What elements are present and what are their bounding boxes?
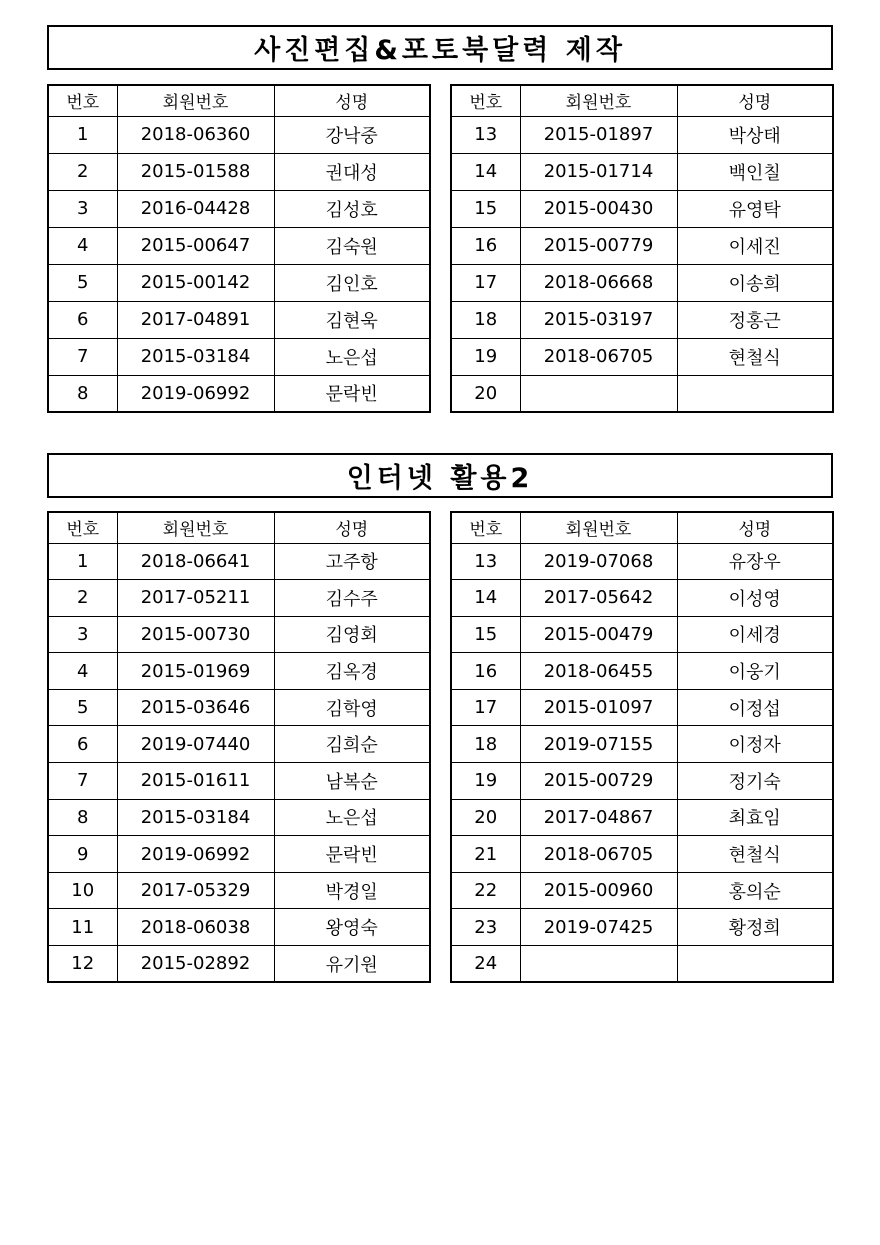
section-title: 인터넷 활용2	[47, 453, 833, 498]
table-row	[451, 301, 833, 338]
cell-name: 유장우	[677, 543, 833, 580]
cell-name: 김희순	[274, 726, 430, 763]
cell-no: 8	[48, 799, 117, 836]
table-row	[451, 264, 833, 301]
table-row	[451, 836, 833, 873]
table-row	[48, 763, 430, 800]
cell-member-id: 2018-06641	[117, 543, 274, 580]
cell-name: 김성호	[274, 190, 430, 227]
cell-member-id: 2018-06705	[520, 836, 677, 873]
table-header-row	[48, 85, 430, 116]
table-row	[451, 227, 833, 264]
cell-no: 5	[48, 689, 117, 726]
cell-member-id: 2015-00430	[520, 190, 677, 227]
cell-name: 노은섭	[274, 799, 430, 836]
cell-no: 4	[48, 653, 117, 690]
header-member-id: 회원번호	[520, 85, 677, 116]
cell-member-id: 2019-07155	[520, 726, 677, 763]
cell-no: 20	[451, 799, 520, 836]
cell-no: 11	[48, 909, 117, 946]
cell-name: 김학영	[274, 689, 430, 726]
cell-member-id: 2015-03184	[117, 799, 274, 836]
roster-table-left	[47, 511, 431, 983]
table-row	[451, 653, 833, 690]
table-header-row	[48, 512, 430, 543]
table-row	[451, 375, 833, 412]
table-row	[451, 116, 833, 153]
roster-table-left	[47, 84, 431, 413]
cell-name: 남복순	[274, 763, 430, 800]
cell-member-id: 2015-00960	[520, 872, 677, 909]
cell-name: 김인호	[274, 264, 430, 301]
cell-member-id: 2015-02892	[117, 946, 274, 983]
cell-member-id: 2015-01897	[520, 116, 677, 153]
header-no: 번호	[451, 85, 520, 116]
cell-member-id: 2017-04867	[520, 799, 677, 836]
header-member-id: 회원번호	[520, 512, 677, 543]
cell-name: 이세진	[677, 227, 833, 264]
cell-member-id: 2017-05329	[117, 872, 274, 909]
cell-name: 최효임	[677, 799, 833, 836]
header-member-id: 회원번호	[117, 85, 274, 116]
cell-name: 강낙중	[274, 116, 430, 153]
cell-name: 김옥경	[274, 653, 430, 690]
cell-name: 문락빈	[274, 375, 430, 412]
cell-member-id: 2019-06992	[117, 375, 274, 412]
header-name: 성명	[274, 85, 430, 116]
cell-no: 5	[48, 264, 117, 301]
table-row	[48, 543, 430, 580]
cell-name: 이세경	[677, 616, 833, 653]
table-row	[48, 946, 430, 983]
cell-no: 16	[451, 653, 520, 690]
cell-name: 김수주	[274, 580, 430, 617]
cell-name: 이웅기	[677, 653, 833, 690]
cell-no: 7	[48, 338, 117, 375]
table-row	[48, 909, 430, 946]
cell-member-id: 2015-00479	[520, 616, 677, 653]
cell-name: 김숙원	[274, 227, 430, 264]
cell-member-id: 2016-04428	[117, 190, 274, 227]
cell-member-id: 2015-03646	[117, 689, 274, 726]
cell-name: 이송희	[677, 264, 833, 301]
table-row	[48, 190, 430, 227]
table-row	[451, 153, 833, 190]
cell-member-id: 2015-00647	[117, 227, 274, 264]
table-row	[451, 543, 833, 580]
cell-member-id: 2017-05642	[520, 580, 677, 617]
cell-name: 이성영	[677, 580, 833, 617]
cell-no: 15	[451, 190, 520, 227]
cell-name: 이정섭	[677, 689, 833, 726]
cell-member-id: 2015-03184	[117, 338, 274, 375]
cell-name: 현철식	[677, 338, 833, 375]
cell-member-id: 2015-03197	[520, 301, 677, 338]
cell-name: 현철식	[677, 836, 833, 873]
cell-name: 왕영숙	[274, 909, 430, 946]
cell-no: 2	[48, 153, 117, 190]
cell-name: 권대성	[274, 153, 430, 190]
cell-no: 1	[48, 543, 117, 580]
table-row	[48, 301, 430, 338]
table-row	[48, 799, 430, 836]
cell-no: 16	[451, 227, 520, 264]
cell-name	[677, 375, 833, 412]
cell-no: 15	[451, 616, 520, 653]
cell-no: 13	[451, 543, 520, 580]
table-header-row	[451, 85, 833, 116]
cell-no: 24	[451, 946, 520, 983]
roster-table-right	[450, 511, 834, 983]
table-row	[48, 338, 430, 375]
cell-no: 17	[451, 264, 520, 301]
cell-member-id: 2017-04891	[117, 301, 274, 338]
cell-member-id: 2018-06360	[117, 116, 274, 153]
table-row	[451, 763, 833, 800]
cell-name: 황정희	[677, 909, 833, 946]
header-no: 번호	[48, 512, 117, 543]
section-title: 사진편집&포토북달력 제작	[47, 25, 833, 70]
cell-no: 20	[451, 375, 520, 412]
table-row	[451, 580, 833, 617]
cell-member-id	[520, 946, 677, 983]
table-row	[48, 264, 430, 301]
cell-name: 노은섭	[274, 338, 430, 375]
cell-name: 김현욱	[274, 301, 430, 338]
cell-no: 6	[48, 301, 117, 338]
cell-name: 문락빈	[274, 836, 430, 873]
cell-member-id: 2018-06455	[520, 653, 677, 690]
cell-name: 박경일	[274, 872, 430, 909]
cell-no: 7	[48, 763, 117, 800]
cell-name: 이정자	[677, 726, 833, 763]
table-row	[48, 653, 430, 690]
header-member-id: 회원번호	[117, 512, 274, 543]
roster-table-right	[450, 84, 834, 413]
cell-member-id: 2015-01714	[520, 153, 677, 190]
table-row	[48, 153, 430, 190]
table-row	[451, 190, 833, 227]
cell-no: 3	[48, 190, 117, 227]
cell-no: 12	[48, 946, 117, 983]
cell-no: 22	[451, 872, 520, 909]
table-row	[451, 799, 833, 836]
cell-member-id: 2015-00142	[117, 264, 274, 301]
cell-member-id: 2018-06668	[520, 264, 677, 301]
cell-name: 고주항	[274, 543, 430, 580]
cell-member-id: 2019-07440	[117, 726, 274, 763]
table-row	[48, 227, 430, 264]
cell-name	[677, 946, 833, 983]
table-row	[48, 116, 430, 153]
table-row	[451, 946, 833, 983]
header-name: 성명	[677, 85, 833, 116]
cell-member-id: 2018-06038	[117, 909, 274, 946]
cell-name: 정기숙	[677, 763, 833, 800]
table-row	[48, 726, 430, 763]
cell-no: 23	[451, 909, 520, 946]
cell-member-id: 2019-06992	[117, 836, 274, 873]
table-row	[48, 580, 430, 617]
cell-no: 9	[48, 836, 117, 873]
cell-member-id: 2015-01969	[117, 653, 274, 690]
cell-no: 6	[48, 726, 117, 763]
header-no: 번호	[48, 85, 117, 116]
cell-no: 1	[48, 116, 117, 153]
cell-no: 17	[451, 689, 520, 726]
cell-no: 21	[451, 836, 520, 873]
cell-no: 18	[451, 726, 520, 763]
table-header-row	[451, 512, 833, 543]
table-row	[48, 872, 430, 909]
cell-name: 유영탁	[677, 190, 833, 227]
cell-no: 14	[451, 580, 520, 617]
header-name: 성명	[274, 512, 430, 543]
cell-no: 19	[451, 763, 520, 800]
table-row	[451, 872, 833, 909]
cell-no: 3	[48, 616, 117, 653]
cell-no: 19	[451, 338, 520, 375]
cell-name: 박상태	[677, 116, 833, 153]
cell-name: 유기원	[274, 946, 430, 983]
header-no: 번호	[451, 512, 520, 543]
cell-no: 10	[48, 872, 117, 909]
cell-member-id: 2015-01588	[117, 153, 274, 190]
table-row	[451, 338, 833, 375]
cell-no: 4	[48, 227, 117, 264]
table-row	[48, 836, 430, 873]
cell-no: 14	[451, 153, 520, 190]
cell-no: 13	[451, 116, 520, 153]
cell-member-id: 2015-00779	[520, 227, 677, 264]
cell-member-id: 2015-01097	[520, 689, 677, 726]
table-row	[451, 689, 833, 726]
table-row	[48, 689, 430, 726]
table-row	[451, 616, 833, 653]
cell-name: 백인칠	[677, 153, 833, 190]
table-row	[451, 726, 833, 763]
cell-no: 2	[48, 580, 117, 617]
cell-member-id: 2015-00730	[117, 616, 274, 653]
cell-name: 정홍근	[677, 301, 833, 338]
header-name: 성명	[677, 512, 833, 543]
cell-name: 김영회	[274, 616, 430, 653]
table-row	[48, 616, 430, 653]
cell-member-id: 2015-01611	[117, 763, 274, 800]
cell-member-id: 2017-05211	[117, 580, 274, 617]
table-row	[451, 909, 833, 946]
cell-no: 18	[451, 301, 520, 338]
cell-member-id: 2015-00729	[520, 763, 677, 800]
cell-member-id: 2019-07425	[520, 909, 677, 946]
cell-member-id: 2019-07068	[520, 543, 677, 580]
table-row	[48, 375, 430, 412]
cell-no: 8	[48, 375, 117, 412]
cell-member-id: 2018-06705	[520, 338, 677, 375]
cell-member-id	[520, 375, 677, 412]
cell-name: 홍의순	[677, 872, 833, 909]
